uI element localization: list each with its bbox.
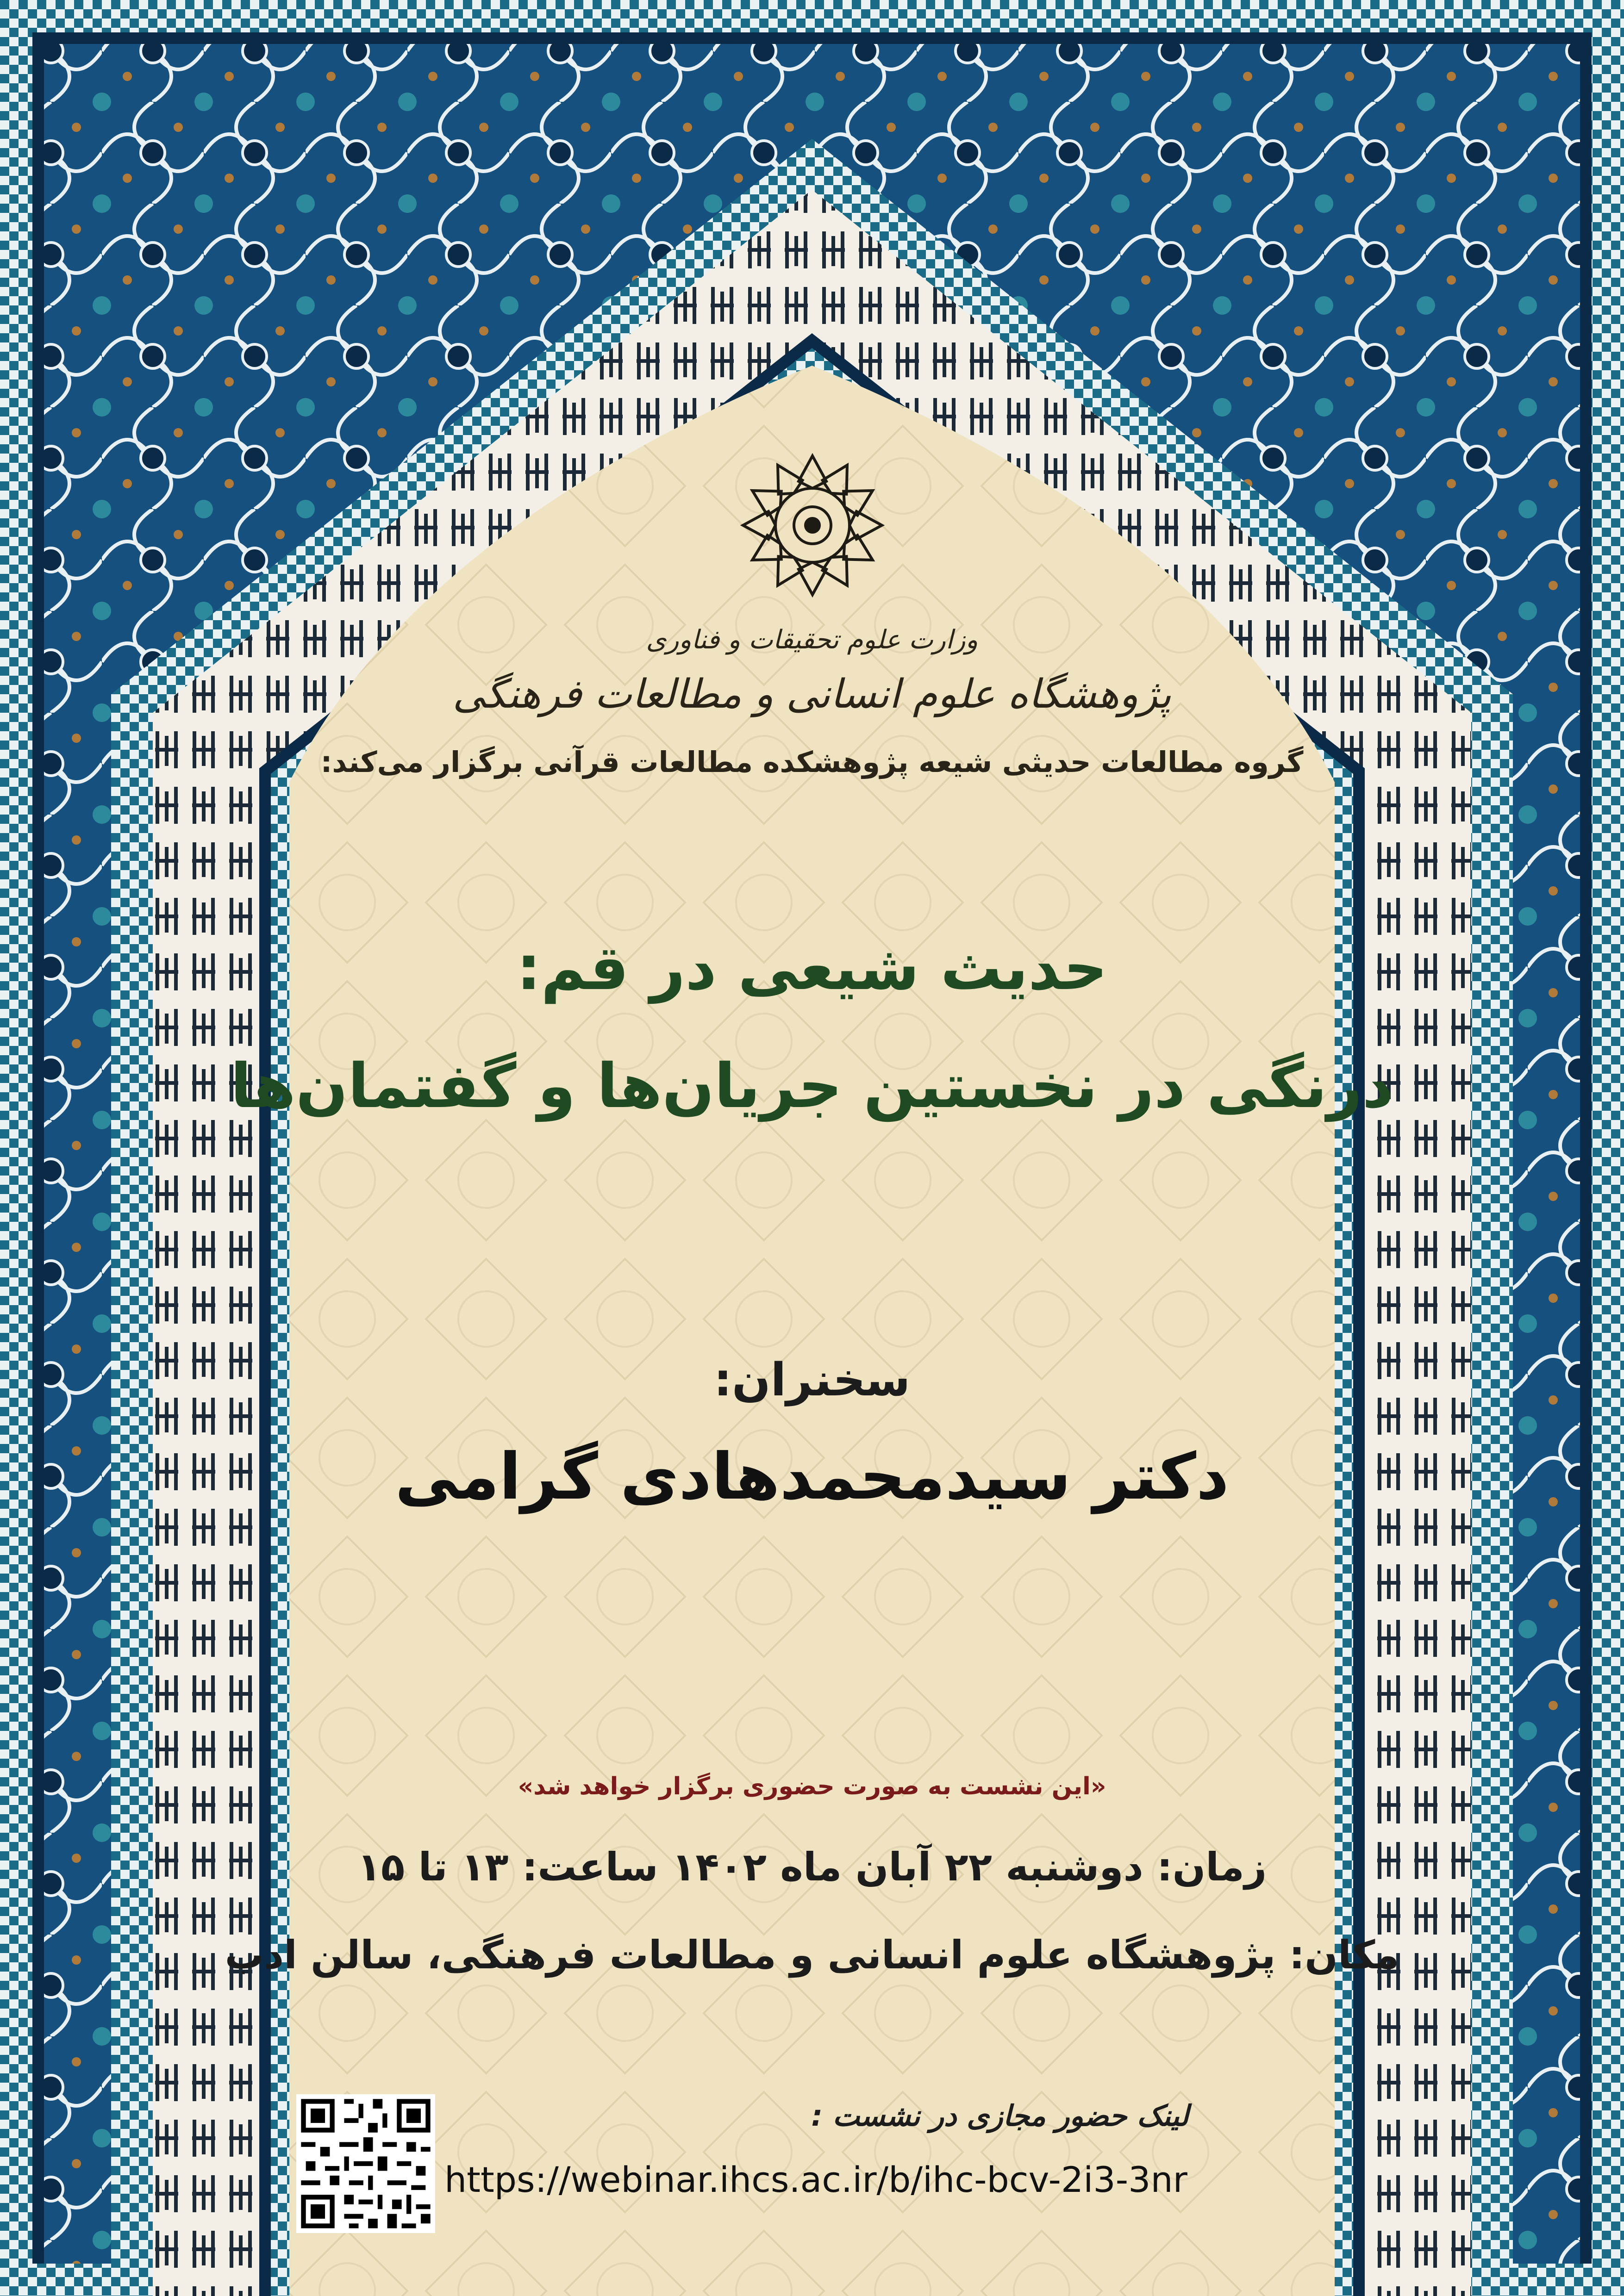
event-time: زمان: دوشنبه ۲۲ آبان ماه ۱۴۰۲ ساعت: ۱۳ تا ۱۵ <box>357 1844 1267 1890</box>
speaker-name: دکتر سیدمحمدهادی گرامی <box>395 1439 1229 1514</box>
ministry-name: وزارت علوم تحقیقات و فناوری <box>646 625 978 655</box>
event-title-line1: حدیث شیعی در قم: <box>516 933 1108 1004</box>
virtual-link-url[interactable]: https://webinar.ihcs.ac.ir/b/ihc-bcv-2i3-3nr <box>444 2159 1187 2200</box>
organizer-line: گروه مطالعات حدیثی شیعه پژوهشکده مطالعات قرآنی برگزار می‌کند: <box>320 745 1304 779</box>
event-title-line2: درنگی در نخستین جریان‌ها و گفتمان‌ها <box>230 1051 1394 1122</box>
institute-name: پژوهشگاه علوم انسانی و مطالعات فرهنگی <box>452 671 1172 717</box>
event-place: مکان: پژوهشگاه علوم انسانی و مطالعات فرهنگی، سالن ادب <box>225 1932 1399 1978</box>
attendance-notice: «این نشست به صورت حضوری برگزار خواهد شد» <box>518 1773 1106 1800</box>
speakers-label: سخنران: <box>713 1354 911 1406</box>
virtual-link-label: لینک حضور مجازی در نشست : <box>811 2099 1189 2133</box>
rosette-emblem-icon <box>729 451 896 599</box>
qr-code-icon[interactable] <box>296 2094 435 2233</box>
